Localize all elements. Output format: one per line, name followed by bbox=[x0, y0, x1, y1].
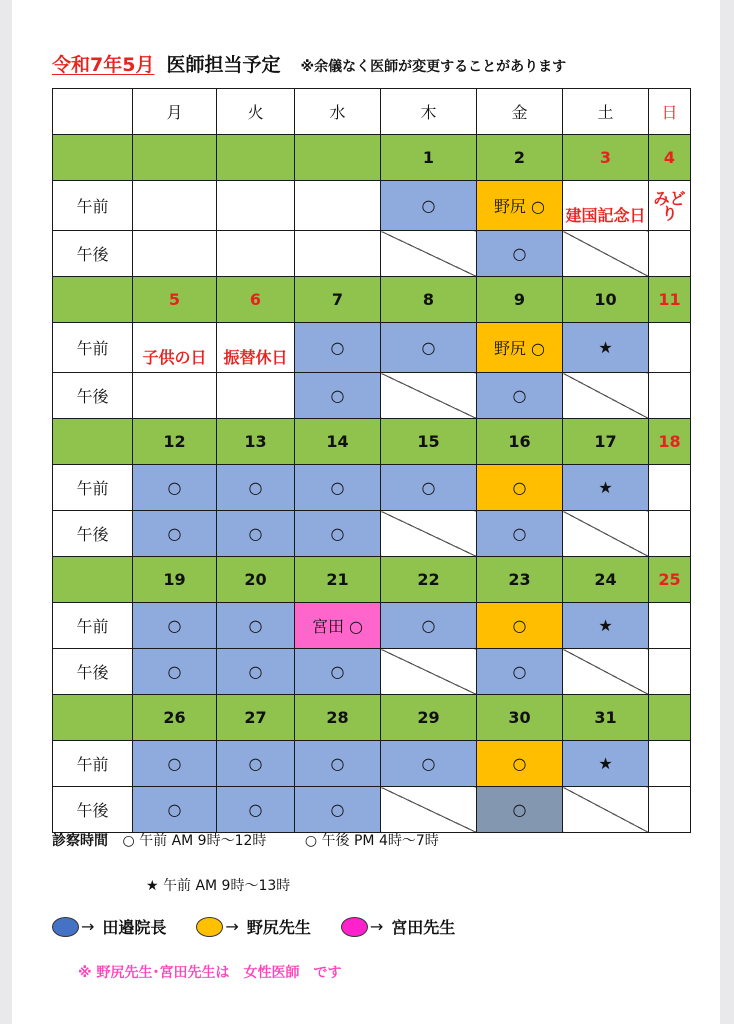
slot-cell bbox=[649, 373, 691, 419]
date-cell: 13 bbox=[217, 419, 295, 465]
slot-cell: 野尻 ○ bbox=[477, 181, 563, 231]
am-row bbox=[53, 603, 691, 649]
am-row bbox=[53, 181, 691, 231]
date-cell: 8 bbox=[381, 277, 477, 323]
slot-cell: ○ bbox=[295, 787, 381, 833]
hours-circle-am: ○ 午前 AM 9時～12時 bbox=[122, 833, 267, 849]
date-cell bbox=[53, 419, 133, 465]
closed-slot bbox=[381, 649, 477, 695]
date-cell: 17 bbox=[563, 419, 649, 465]
date-cell: 2 bbox=[477, 135, 563, 181]
closed-slot bbox=[563, 511, 649, 557]
slot-cell bbox=[649, 649, 691, 695]
slot-cell: ○ bbox=[133, 787, 217, 833]
date-cell: 7 bbox=[295, 277, 381, 323]
holiday-label: 建国記念日 bbox=[563, 181, 649, 231]
slot-cell bbox=[649, 465, 691, 511]
date-cell: 16 bbox=[477, 419, 563, 465]
slot-cell: ○ bbox=[295, 465, 381, 511]
slot-cell: ★ bbox=[563, 465, 649, 511]
slot-cell bbox=[649, 231, 691, 277]
date-cell: 30 bbox=[477, 695, 563, 741]
slot-cell: ○ bbox=[295, 741, 381, 787]
date-cell bbox=[53, 277, 133, 323]
slot-cell: 野尻 ○ bbox=[477, 323, 563, 373]
date-cell bbox=[649, 695, 691, 741]
date-cell: 12 bbox=[133, 419, 217, 465]
slot-cell bbox=[295, 231, 381, 277]
closed-slot bbox=[563, 231, 649, 277]
date-cell: 1 bbox=[381, 135, 477, 181]
slot-cell bbox=[649, 603, 691, 649]
date-row bbox=[53, 135, 691, 181]
slot-cell bbox=[649, 511, 691, 557]
slot-cell bbox=[649, 741, 691, 787]
slot-cell: ○ bbox=[133, 649, 217, 695]
slot-cell: ○ bbox=[477, 231, 563, 277]
weekday-sat: 土 bbox=[563, 89, 649, 135]
date-cell: 3 bbox=[563, 135, 649, 181]
female-doctor-note: ※ 野尻先生･宮田先生は 女性医師 です bbox=[78, 965, 342, 981]
slot-cell: ○ bbox=[477, 465, 563, 511]
pm-label: 午後 bbox=[53, 231, 133, 277]
slot-cell: ○ bbox=[133, 741, 217, 787]
slot-cell bbox=[133, 181, 217, 231]
slot-cell bbox=[649, 787, 691, 833]
holiday-label: 振替休日 bbox=[217, 323, 295, 373]
heading-note: ※余儀なく医師が変更することがあります bbox=[300, 59, 567, 75]
date-cell: 23 bbox=[477, 557, 563, 603]
date-cell bbox=[53, 695, 133, 741]
slot-cell bbox=[217, 181, 295, 231]
date-cell: 4 bbox=[649, 135, 691, 181]
slot-cell: ○ bbox=[381, 741, 477, 787]
weekday-tue: 火 bbox=[217, 89, 295, 135]
pm-row bbox=[53, 231, 691, 277]
date-cell: 26 bbox=[133, 695, 217, 741]
date-cell: 5 bbox=[133, 277, 217, 323]
date-cell: 31 bbox=[563, 695, 649, 741]
slot-cell: ○ bbox=[133, 511, 217, 557]
slot-cell: ○ bbox=[295, 649, 381, 695]
slot-cell: 宮田 ○ bbox=[295, 603, 381, 649]
date-cell bbox=[53, 135, 133, 181]
date-cell: 29 bbox=[381, 695, 477, 741]
header-corner bbox=[53, 89, 133, 135]
slot-cell: ○ bbox=[217, 465, 295, 511]
date-row bbox=[53, 695, 691, 741]
closed-slot bbox=[563, 649, 649, 695]
am-row bbox=[53, 323, 691, 373]
hours-circle-pm: ○ 午後 PM 4時～7時 bbox=[304, 833, 439, 849]
date-cell: 27 bbox=[217, 695, 295, 741]
pm-label: 午後 bbox=[53, 787, 133, 833]
page-heading bbox=[52, 50, 566, 84]
schedule-table bbox=[52, 88, 691, 833]
slot-cell: ○ bbox=[477, 649, 563, 695]
hours-label: 診察時間 bbox=[52, 833, 108, 849]
slot-cell: ○ bbox=[381, 181, 477, 231]
closed-slot bbox=[381, 787, 477, 833]
date-cell: 24 bbox=[563, 557, 649, 603]
slot-cell: ○ bbox=[217, 741, 295, 787]
slot-cell: ○ bbox=[295, 511, 381, 557]
pm-row bbox=[53, 787, 691, 833]
slot-cell: ○ bbox=[477, 603, 563, 649]
slot-cell: ○ bbox=[217, 511, 295, 557]
arrow-icon: → bbox=[225, 917, 239, 936]
date-cell: 15 bbox=[381, 419, 477, 465]
am-label: 午前 bbox=[53, 465, 133, 511]
date-cell bbox=[217, 135, 295, 181]
slot-cell: ○ bbox=[381, 465, 477, 511]
holiday-label: 子供の日 bbox=[133, 323, 217, 373]
date-cell bbox=[133, 135, 217, 181]
holiday-label: みどり bbox=[649, 181, 691, 231]
am-label: 午前 bbox=[53, 603, 133, 649]
pink-dot-icon bbox=[341, 917, 368, 937]
legend-item bbox=[196, 915, 310, 938]
arrow-icon: → bbox=[81, 917, 95, 936]
slot-cell: ○ bbox=[477, 373, 563, 419]
closed-slot bbox=[381, 231, 477, 277]
blue-dot-icon bbox=[52, 917, 79, 937]
slot-cell: ○ bbox=[295, 373, 381, 419]
heading-title: 医師担当予定 bbox=[166, 54, 281, 76]
pm-row bbox=[53, 511, 691, 557]
pm-label: 午後 bbox=[53, 373, 133, 419]
slot-cell: ○ bbox=[217, 787, 295, 833]
doctor-legend bbox=[52, 915, 485, 938]
date-cell: 21 bbox=[295, 557, 381, 603]
date-cell: 20 bbox=[217, 557, 295, 603]
slot-cell: ○ bbox=[217, 649, 295, 695]
pm-row bbox=[53, 649, 691, 695]
date-cell bbox=[53, 557, 133, 603]
slot-cell bbox=[649, 323, 691, 373]
pm-label: 午後 bbox=[53, 649, 133, 695]
date-cell: 18 bbox=[649, 419, 691, 465]
date-row bbox=[53, 419, 691, 465]
legend-label: 野尻先生 bbox=[246, 918, 311, 937]
closed-slot bbox=[381, 511, 477, 557]
weekday-sun: 日 bbox=[649, 89, 691, 135]
date-cell: 9 bbox=[477, 277, 563, 323]
am-label: 午前 bbox=[53, 181, 133, 231]
date-cell: 25 bbox=[649, 557, 691, 603]
weekday-wed: 水 bbox=[295, 89, 381, 135]
slot-cell bbox=[295, 181, 381, 231]
am-row bbox=[53, 465, 691, 511]
slot-cell bbox=[133, 373, 217, 419]
slot-cell: ○ bbox=[477, 511, 563, 557]
weekday-header-row bbox=[53, 89, 691, 135]
date-cell: 14 bbox=[295, 419, 381, 465]
legend-item bbox=[52, 915, 166, 938]
legend-label: 宮田先生 bbox=[391, 918, 456, 937]
slot-cell: ○ bbox=[133, 603, 217, 649]
date-cell: 28 bbox=[295, 695, 381, 741]
hours-line-1 bbox=[52, 830, 439, 850]
am-label: 午前 bbox=[53, 323, 133, 373]
slot-cell bbox=[217, 231, 295, 277]
pm-row bbox=[53, 373, 691, 419]
weekday-fri: 金 bbox=[477, 89, 563, 135]
slot-cell: ○ bbox=[381, 603, 477, 649]
date-cell: 19 bbox=[133, 557, 217, 603]
legend-item bbox=[341, 915, 455, 938]
slot-cell: ○ bbox=[217, 603, 295, 649]
weekday-thu: 木 bbox=[381, 89, 477, 135]
slot-cell bbox=[133, 231, 217, 277]
legend-label: 田邉院長 bbox=[102, 918, 167, 937]
slot-cell: ★ bbox=[563, 603, 649, 649]
date-cell: 22 bbox=[381, 557, 477, 603]
slot-cell: ★ bbox=[563, 323, 649, 373]
slot-cell: ○ bbox=[295, 323, 381, 373]
date-cell: 10 bbox=[563, 277, 649, 323]
am-row bbox=[53, 741, 691, 787]
date-cell: 6 bbox=[217, 277, 295, 323]
slot-cell bbox=[217, 373, 295, 419]
weekday-mon: 月 bbox=[133, 89, 217, 135]
date-cell: 11 bbox=[649, 277, 691, 323]
closed-slot bbox=[381, 373, 477, 419]
closed-slot bbox=[563, 787, 649, 833]
date-row bbox=[53, 277, 691, 323]
slot-cell: ○ bbox=[477, 741, 563, 787]
heading-month: 令和7年5月 bbox=[52, 54, 155, 76]
slot-cell: ○ bbox=[381, 323, 477, 373]
date-row bbox=[53, 557, 691, 603]
hours-star-am: ★ 午前 AM 9時～13時 bbox=[146, 878, 291, 894]
orange-dot-icon bbox=[196, 917, 223, 937]
closed-slot bbox=[563, 373, 649, 419]
hours-line-2 bbox=[146, 875, 290, 895]
schedule-page bbox=[12, 0, 720, 1024]
pm-label: 午後 bbox=[53, 511, 133, 557]
arrow-icon: → bbox=[369, 917, 384, 936]
slot-cell: ★ bbox=[563, 741, 649, 787]
am-label: 午前 bbox=[53, 741, 133, 787]
slot-cell: ○ bbox=[133, 465, 217, 511]
date-cell bbox=[295, 135, 381, 181]
slot-cell: ○ bbox=[477, 787, 563, 833]
